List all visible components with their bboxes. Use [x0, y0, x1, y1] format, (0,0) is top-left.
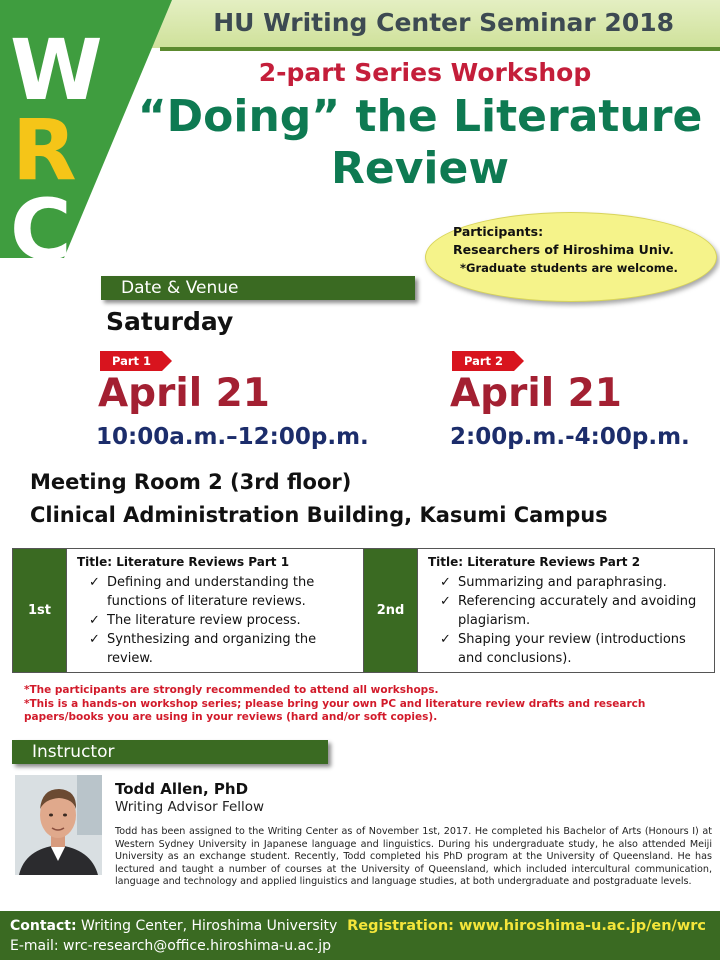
registration-link[interactable]: Registration: www.hiroshima-u.ac.jp/en/wrc [347, 918, 706, 934]
logo-letter-r: R [12, 101, 77, 199]
instructor-name: Todd Allen, PhD [115, 780, 249, 798]
part2-tag-label: Part 2 [464, 354, 504, 368]
logo-letter-w: W [10, 21, 103, 119]
note-attendance: *The participants are strongly recommended to attend all workshops. [24, 684, 439, 696]
instructor-bar: Instructor [12, 740, 328, 764]
contact-value: Writing Center, Hiroshima University [76, 918, 338, 934]
header-title: HU Writing Center Seminar 2018 [213, 8, 674, 37]
part1-tag-label: Part 1 [112, 354, 152, 368]
session-title: Title: Literature Reviews Part 2 [428, 555, 641, 569]
contact-line [10, 918, 337, 934]
part2-date: April 21 [450, 371, 622, 416]
main-title-line2: Review [331, 143, 509, 194]
list-item: ✓ Referencing accurately and avoiding plagiarism. [440, 592, 706, 630]
session-table [12, 548, 715, 673]
date-venue-bar: Date & Venue [101, 276, 415, 300]
list-item: ✓ Shaping your review (introductions and conclusions). [440, 630, 706, 668]
session-topics [67, 573, 363, 668]
participants-who: Researchers of Hiroshima Univ. [453, 242, 674, 257]
session-topics [418, 573, 714, 668]
part1-tag [100, 351, 158, 371]
list-item: ✓ The literature review process. [89, 611, 355, 630]
email-link[interactable]: E-mail: wrc-research@office.hiroshima-u.ac.jp [10, 938, 332, 954]
session-label-2nd: 2nd [364, 549, 418, 673]
venue-line1: Meeting Room 2 (3rd floor) [30, 470, 352, 494]
instructor-role: Writing Advisor Fellow [115, 799, 265, 815]
part1-time: 10:00a.m.–12:00p.m. [96, 424, 369, 450]
part2-time: 2:00p.m.-4:00p.m. [450, 424, 690, 450]
notes [24, 684, 714, 725]
session-title: Title: Literature Reviews Part 1 [77, 555, 290, 569]
main-title [120, 91, 720, 195]
subtitle: 2-part Series Workshop [258, 58, 592, 87]
session-label-1st: 1st [13, 549, 67, 673]
list-item: ✓ Summarizing and paraphrasing. [440, 573, 706, 592]
footer [0, 911, 720, 960]
header-rule [160, 47, 720, 51]
session-content-1st [67, 549, 364, 673]
logo-letter-c: C [10, 181, 72, 279]
main-title-line1: “Doing” the Literature [137, 91, 703, 142]
participants-note: *Graduate students are welcome. [460, 261, 678, 275]
person-icon [15, 775, 102, 875]
instructor-photo [15, 775, 102, 875]
note-bring-pc: *This is a hands-on workshop series; please bring your own PC and literature review drafts and research papers/books you are using in your reviews (hard and/or soft copies). [24, 697, 646, 723]
participants-heading: Participants: [453, 224, 544, 239]
part2-tag [452, 351, 510, 371]
list-item: ✓ Synthesizing and organizing the review. [89, 630, 355, 668]
day-label: Saturday [106, 307, 234, 336]
venue-line2: Clinical Administration Building, Kasumi Campus [30, 503, 608, 527]
part1-date: April 21 [98, 371, 270, 416]
list-item: ✓ Defining and understanding the functions of literature reviews. [89, 573, 355, 611]
session-content-2nd [418, 549, 715, 673]
table-row [13, 549, 715, 673]
contact-label: Contact: [10, 918, 77, 934]
instructor-bio: Todd has been assigned to the Writing Center as of November 1st, 2017. He completed his Bachelor of Arts (Honours I) at Western Sydney University in Japanese language and linguistics. During his undergraduate study, he also attended Meiji University as an exchange student. Recently, Todd completed his PhD program at the University of Queensland. He has lectured and taught a number of courses at the University of Queensland, which included intercultural communication, language and technology and applied linguistics and language studies, at both undergraduate and postgraduate levels. [115, 826, 712, 887]
